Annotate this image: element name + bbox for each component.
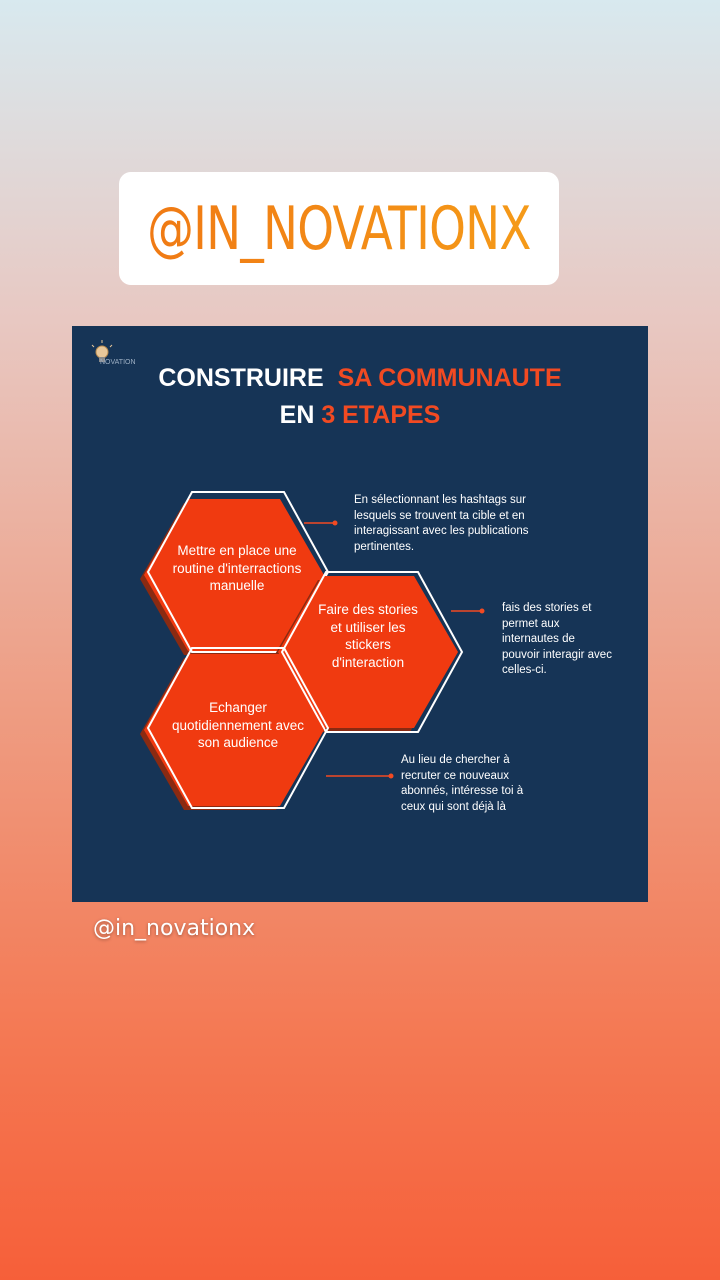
step-2-label: Faire des stories et utiliser les stickers d'interaction: [318, 602, 418, 670]
post-image: [72, 326, 648, 902]
step-3-note: Au lieu de chercher à recruter ce nouveaux abonnés, intéresse toi à ceux qui sont déjà là: [401, 754, 524, 813]
mention-sticker-text: @IN_NOVATIONX: [147, 193, 531, 264]
step-3-label: Echanger quotidiennement avec son audience: [171, 700, 305, 750]
logo-text: NOVATION: [100, 359, 136, 366]
connector-2: [451, 609, 485, 614]
connector-3: [326, 774, 394, 779]
caption-text: @in_novationx: [93, 916, 256, 941]
connector-1: [304, 521, 338, 526]
step-1-label: Mettre en place une routine d'interractions manuelle: [172, 543, 302, 593]
post-title-line-2: EN 3 ETAPES: [279, 401, 441, 429]
mention-sticker[interactable]: [119, 172, 559, 285]
step-1-note: En sélectionnant les hashtags sur lesquels se trouvent ta cible et en interagissant avec les publications pertinentes.: [354, 494, 529, 553]
step-2-note: fais des stories et permet aux internautes de pouvoir interagir avec celles-ci.: [502, 602, 612, 676]
post-title-line-1: CONSTRUIRE SA COMMUNAUTE: [158, 364, 562, 392]
